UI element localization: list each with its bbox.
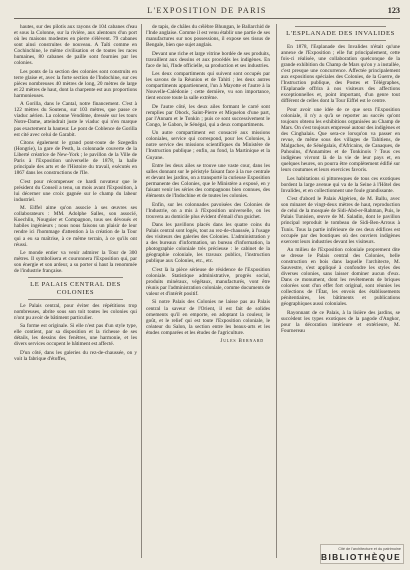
section-rule [295,26,386,27]
publication-title: L'EXPOSITION DE PARIS [147,6,267,15]
article-paragraph: Au milieu de l'Exposition coloniale proprement dite se dresse le Palais central des Colonies, belle construction en bois dans laquelle l'architecte, M. Sauvestre, s'est appliqué à confondre les styles des diverses colonies, sans laisser dominer aucun d'eux. Dans ce monument, dont les revêtements de briques colorées sont d'un effet fort original, sont réunies les collections de l'État, les envois des établissements pénitentiaires, les bâtiments et publications géographiques aussi coloniales. [281,247,400,308]
article-paragraph: Rayonnant de ce Palais, à la lisière des jardins, se succèdent les types exotiques de la pagode d'Angkor, pour la décoration intérieure et extérieure, M. Fournereau [281,309,400,335]
article-paragraph: Enfin, sur les colonnades pavoisées des Colonies de l'Industrie, on a mis à l'Exposition universelle, on les trouvera au domicile plus évident d'émail d'un guichet. [146,201,270,220]
author-signature: Jules Bernard [220,338,264,345]
article-paragraph: C'est là la pièce sérieuse de résidence de l'Exposition coloniale. Statistique administrative, progrès social, produits minéraux, végétaux, manufacturés, vont être réunis par l'administration coloniale, comme documents de valeur et d'intérêt positif. [146,266,270,298]
section-rule [28,299,123,300]
column-divider [276,24,277,558]
running-header [14,6,400,19]
section-rule [28,277,123,278]
middle-column [146,24,270,560]
right-column [281,24,400,560]
article-paragraph: Devant une riche et large vitrine bordée de ses produits, travaillent aux dessins et aux procédés les indigènes. En face de lui, l'Inde officielle, sa production et ses industries. [146,50,270,69]
article-paragraph: Sa forme est originale. Si elle n'est pas d'un style type, elle contient, par sa disposition et la richesse de ses détails, les dessins des fenêtres, une harmonie, et les divers services occupent le bâtiment est affecté. [14,323,137,348]
article-paragraph: Les ponts de la section des colonies sont construits en terre glaise et, avec la forte section de l'Indochine, sur ces pièces nombreuses 40 mètres de long, 20 mètres de large et 22 mètres de haut, dont la charpente est aux proportions harmonieuses. [14,68,137,99]
article-paragraph: De l'autre côté, les deux ailes formant le carré sont remplies par Obock, Saint-Pierre et Miquelon d'une part, par l'Annam et le Tonkin ; puis ce sont successivement le Congo, le Gabon, le Sénégal, qui a deux compartiments. [146,103,270,128]
article-paragraph: Un autre compartiment est consacré aux missions coloniales, service qui correspond, pour les Colonies, à notre service des missions scientifiques du Ministère de l'Instruction publique ; enfin, au fond, la Martinique et la Guyane. [146,130,270,161]
left-column [14,24,137,560]
article-paragraph: Dans les pavillons placés dans les quatre coins du Palais central sont logés, tout au rez-de-chaussée, à l'usage des visiteurs des galeries des Colonies. L'administration y a des bureaux d'information, un bureau d'information, la photographie coloniale très précieuse : le cabinet de la géographie coloniale, les travaux publics, l'instruction publique aux Colonies, etc., etc. [146,222,270,265]
article-paragraph: Le monde entier va venir admirer la Tour de 300 mètres. Il symbolisera et couronnera l'Exposition qui, par son énergie et son ardeur, a su porter si haut la renommée de l'industrie française. [14,249,137,275]
stamp-caption: Cité de l'architecture et du patrimoine [338,547,401,551]
article-paragraph: En 1878, l'Esplanade des Invalides n'était qu'une annexe de l'Exposition ; elle fut principalement, cette fois-ci réalisée, une collaboration quelconque de la grande exhibition du Champ de Mars qu'on y a installée, c'est presque une concurrence. Affectée principalement aux expositions spéciales des Colonies, de la Guerre, de l'Instruction publique, des Postes et Télégraphes, l'Esplanade offrira à nos visiteurs des affections exceptionnelles et, point important, d'un genre tout différent de celles dont la Tour Eiffel est le centre. [281,44,400,105]
article-paragraph: hautes, sur des pilotis aux rayons de 104 cabanes d'eau et sous la Colonne, sur la rivière, aux alentours d'un port où les maisons modestes en pierre s'élèvent. 79 cabanes sont ainsi construites de nouveau. A Taïti comme en Cochinchine, le même civilisation et de toutes les races humaines, 80 cabanes de paille sont fournies par les colonies. [14,24,137,67]
article-paragraph: C'est d'abord le Palais Algérien, de M. Ballu, avec son minaret de vingt-deux mètres de haut, reproduction de celui de la mosquée de Sidi-Abd-er-Rahman, Puis, le Palais Tunisien, œuvre de M. Saladin, dont le pavillon principal reproduit le tombeau de Sidi-Ben-Arrous à Tunis. Tous la partie inférieure de ces deux édifices est occupée par des boutiques où des ouvriers indigènes exercent leurs industries devant les visiteurs. [281,196,400,245]
article-paragraph: Si notre Palais des Colonies ne laisse pas au Palais central la saveur de l'Orient, il est fait de solides ornements qu'il en emporte, en adoptant la couleur, le goût, et le relief qui est toute l'Exposition coloniale, le créateur du Salon, la section entre les beaux-arts et les études comparées et les études de l'agriculture. [146,299,270,336]
article-paragraph: M. Eiffel aime qu'on associe à ses œuvres ses collaborateurs : MM. Adolphe Salles, son associé, Koechlin, Nouguier et Compagnon, tous ses dévoués et habiles ingénieurs ; nous nous faisons un plaisir de leur rendre ici l'hommage d'attention à la création de la Tour qui a eu sa maîtrise, à ce même terrain, à ce qu'ils ont réussi. [14,205,137,248]
article-paragraph: Pour avoir une idée de ce que sera l'Exposition coloniale, il n'y a qu'à se reporter au succès qu'ont toujours obtenu les exhibitions organisées au Champ de Mars. On s'est toujours empressé autour des indigènes et des Cinghalais. Que sera-ce lorsqu'on va passer en revue, de même sous des villages de Tahitiens, de Malgaches, de Sénégalais, d'Africains, de Canaques, de Pahouins, d'Annamites et de Tonkinois ? Tous ces indigènes vivront là de la vie de leur pays et, en quelques heures, on pourra être complètement édifié sur leurs coutumes et leurs exercices favoris. [281,106,400,174]
article-paragraph: D'un côté, dans les galeries du rez-de-chaussée, on y voit la fabrique d'étoffes, [14,349,137,362]
section-heading-esplanade: L'ESPLANADE DES INVALIDES [286,30,395,37]
article-paragraph: A Gorilla, dans le Cantal, notre financement. C'est à 122 mètres du Soutenu, sur 103 mètres, que passe ce viaduc aérien. La colonne Vendôme, dressée sur les tours Notre-Dame, atteindrait juste le viaduc qui n'en marque pas exactement la hauteur. Le pont de Coblence de Gorilla est cité avec celui de Garabit. [14,101,137,138]
section-rule [295,40,386,41]
library-stamp [320,544,404,564]
article-paragraph: Les deux compartiments qui suivent sont occupés par les savons de la Réunion et de Tahiti ; les deux autres compartiments appartiennent, l'un à Mayotte et l'autre à la Nouvelle-Calédonie ; cette dernière, vu son importance, tient encore toute la salle extrême. [146,71,270,102]
article-paragraph: Les habitations si pittoresques de tous ces exotiques bordent la large avenue qui va de la Seine à l'Hôtel des Invalides, et en collectionnent une foule grandissante. [281,175,400,194]
article-paragraph: Citons également le grand pont-route de Szegedin (Hongrie), la gare de Pesth, la colonnade couverte de la Liberté créatrice de New-York ; le pavillon de la Ville de Paris à l'Exposition universelle de 1878, la halle principale des arts et de l'Histoire du travail, exécutés en 1867 dans les constructions de l'Ile. [14,140,137,177]
article-paragraph: Le Palais central, pour éviter des répétitions trop nombreuses, abrite sous son toit toutes les colonies qui n'ont pu avoir de bâtiment particulier. [14,302,137,321]
column-divider [141,24,142,558]
article-paragraph: C'est pour récompenser ce hardi novateur que le président du Conseil a tenu, un mois avant l'Exposition, à lui décerner une croix gagnée sur le champ du labeur industriel. [14,178,137,203]
section-heading-palais-central: LE PALAIS CENTRAL DES COLONIES [30,280,121,296]
article-paragraph: Entre les deux ailes se trouve une vaste cour, dans les salles donnant sur le péristyle faisant face à la rue centrale et devant les jardins, on a transporté la curieuse Exposition permanente des Colonies, que le Ministère a exposé, en y faisant venir les séries des compagnons bien connues, des éléments de l'Indochine et de toutes les colonies. [146,162,270,200]
page-number: 123 [387,6,400,15]
stamp-library-name: BIBLIOTHÈQUE [321,552,402,562]
article-paragraph: de tapis, de châles du célèbre Bhungan, le Ballarchid de l'Inde anglaise. Comme il est venu établir une partie de ses manufactures sur nos possessions, il expose ses tissus de Bengale, bien que sujet anglais. [146,24,270,49]
